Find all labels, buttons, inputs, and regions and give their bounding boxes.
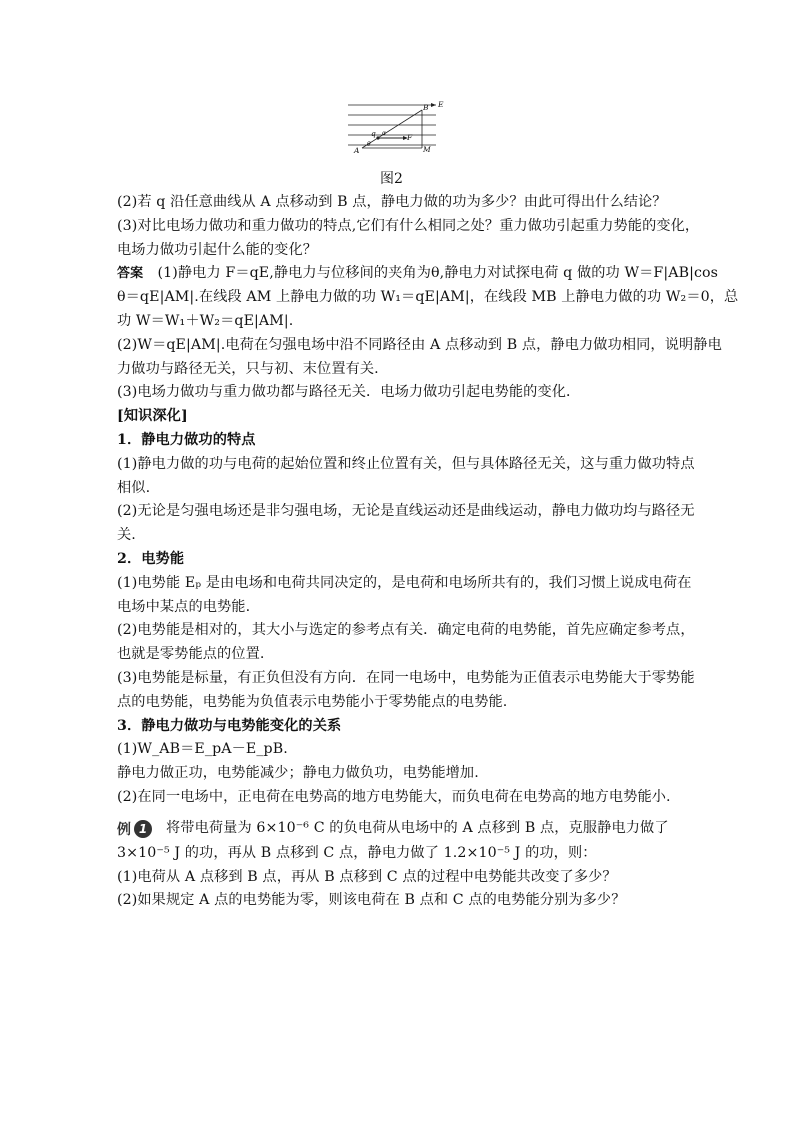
knowledge-deepening-heading: [知识深化] [117, 408, 188, 425]
answer-2-line1: (2)W＝qE|AM|.电荷在匀强电场中沿不同路径由 A 点移动到 B 点，静电力做功相同，说明静电 [117, 336, 722, 353]
answer-1-line1: 答案 (1)静电力 F＝qE,静电力与位移间的夹角为θ,静电力对试探电荷 q 做的功 W＝F|AB|cos [117, 265, 719, 282]
example-number-badge: 1 [134, 820, 152, 838]
label-B: B [423, 103, 429, 112]
label-A: A [354, 146, 360, 155]
energy-1-line2: 电场中某点的电势能. [117, 598, 251, 615]
section-1-heading: 1．静电力做功的特点 [117, 431, 256, 448]
point-2-line1: (2)无论是匀强电场还是非匀强电场，无论是直线运动还是曲线运动，静电力做功均与路径无 [117, 503, 695, 520]
energy-2-line1: (2)电势能是相对的，其大小与选定的参考点有关．确定电荷的电势能，首先应确定参考点， [117, 622, 695, 639]
energy-3-line2: 点的电势能，电势能为负值表示电势能小于零势能点的电势能. [117, 693, 508, 710]
energy-2-line2: 也就是零势能点的位置. [117, 646, 265, 663]
energy-1-line1: (1)电势能 Eₚ 是由电场和电荷共同决定的，是电荷和电场所共有的，我们习惯上说成电荷在 [117, 574, 692, 591]
label-E: E [438, 100, 444, 109]
label-theta: θ [367, 141, 371, 148]
example-label: 例 [117, 821, 131, 838]
point-1-line2: 相似. [117, 479, 151, 496]
question-3-line2: 电场力做功引起什么能的变化？ [117, 241, 318, 258]
section-3-heading: 3．静电力做功与电势能变化的关系 [117, 717, 342, 734]
question-2: (2)若 q 沿任意曲线从 A 点移动到 B 点，静电力做的功为多少？由此可得出什么结论？ [117, 194, 667, 210]
section-2-heading: 2．电势能 [117, 550, 185, 567]
answer-1-line3: 功 W＝W₁＋W₂＝qE|AM|. [117, 312, 294, 329]
example-question-2: (2)如果规定 A 点的电势能为零，则该电荷在 B 点和 C 点的电势能分别为多少？ [117, 892, 626, 909]
point-2-line2: 关. [117, 527, 136, 544]
label-F: F [407, 133, 413, 142]
point-1-line1: (1)静电力做的功与电荷的起始位置和终止位置有关，但与具体路径无关，这与重力做功特点 [117, 455, 695, 472]
example-1-line1 [117, 816, 682, 842]
electric-field-diagram [342, 96, 452, 156]
answer-3: (3)电场力做功与重力做功都与路径无关．电场力做功引起电势能的变化． [117, 384, 581, 401]
answer-label: 答案 [117, 266, 144, 282]
figure-caption: 图2 [380, 171, 403, 187]
example-1-line2: 3×10⁻⁵ J 的功，再从 B 点移到 C 点，静电力做了 1.2×10⁻⁵ J 的功，则： [117, 844, 597, 861]
relation-1-note: 静电力做正功，电势能减少；静电力做负功，电势能增加. [117, 765, 479, 782]
relation-1: (1)W_AB＝E_pA－E_pB. [117, 741, 288, 758]
example-question-1: (1)电荷从 A 点移到 B 点，再从 B 点移到 C 点的过程中电势能共改变了多少？ [117, 868, 617, 885]
label-alpha: α [382, 130, 387, 137]
text-body [117, 191, 739, 913]
question-3-line1: (3)对比电场力做功和重力做功的特点,它们有什么相同之处？重力做功引起重力势能的变化， [117, 217, 700, 234]
answer-1-line2: θ＝qE|AM|.在线段 AM 上静电力做的功 W₁＝qE|AM|，在线段 MB 上静电力做的功 W₂＝0，总 [117, 289, 739, 306]
example-text-1: 将带电荷量为 6×10⁻⁶ C 的负电荷从电场中的 A 点移到 B 点，克服静电力做了 [166, 819, 669, 836]
label-M: M [423, 145, 431, 154]
answer-2-line2: 力做功与路径无关，只与初、末位置有关. [117, 360, 379, 377]
label-q: q [371, 129, 376, 138]
relation-2: (2)在同一电场中，正电荷在电势高的地方电势能大，而负电荷在电势高的地方电势能小. [117, 788, 671, 805]
energy-3-line1: (3)电势能是标量，有正负但没有方向．在同一电场中，电势能为正值表示电势能大于零势能 [117, 669, 695, 686]
